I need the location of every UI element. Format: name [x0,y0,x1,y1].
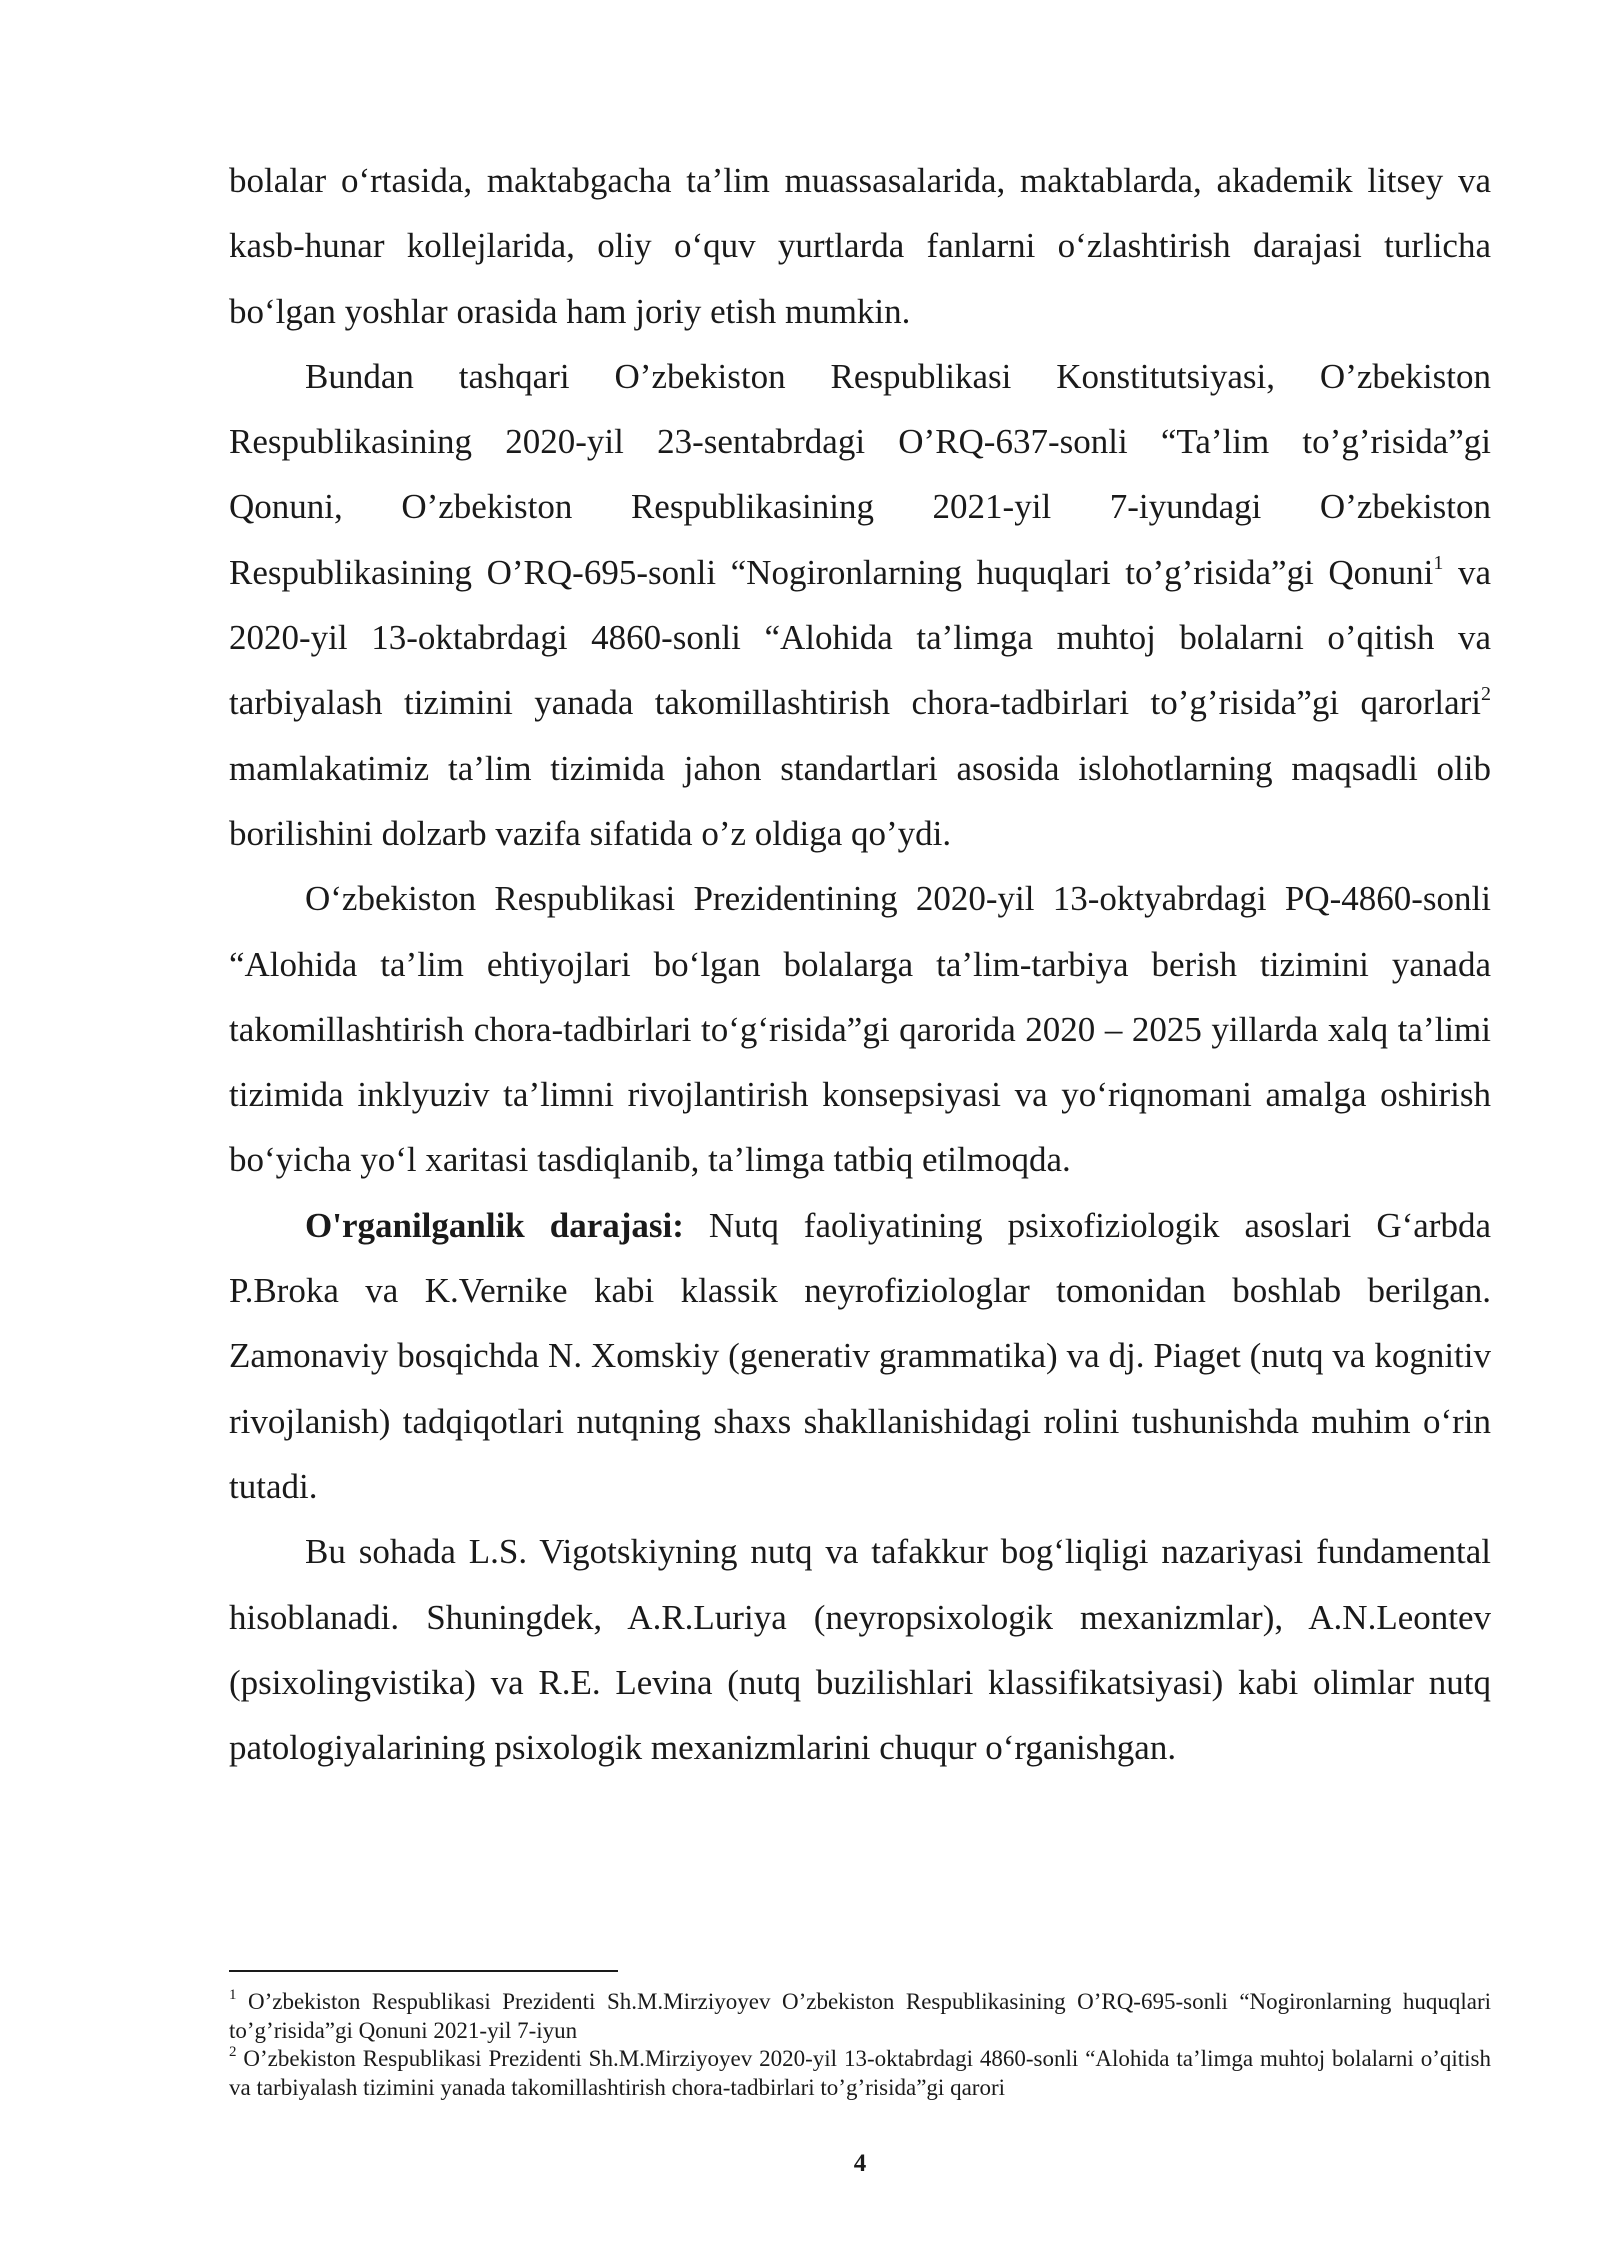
footnote-text: O’zbekiston Respublikasi Prezidenti Sh.M.Mirziyoyev 2020-yil 13-oktabrdagi 4860-sonli “Alohida ta’limga muhtoj bolalarni o’qitish va tarbiyalash tizimini yanada takomillashtirish chora-tadbirlari to’g’risida”gi qarori [229,2046,1491,2100]
paragraph-text: Bundan tashqari O’zbekiston Respublikasi Konstitutsiyasi, O’zbekiston Respublikasining 2020-yil 23-sentabrdagi O’RQ-637-sonli “Ta’lim to’g’risida”gi Qonuni, O’zbekiston Respublikasining 2021-yil 7-iyundagi O’zbekiston Respublikasining O’RQ-695-sonli “Nogironlarning huquqlari to’g’risida”gi Qonuni [229,356,1491,592]
paragraph-text: Bu sohada L.S. Vigotskiyning nutq va tafakkur bog‘liqligi nazariyasi fundamental hisoblanadi. Shuningdek, A.R.Luriya (neyropsixologik mexanizmlar), A.N.Leontev (psixolingvistika) va R.E. Levina (nutq buzilishlari klassifikatsiyasi) kabi olimlar nutq patologiyalarining psixologik mexanizmlarini chuqur o‘rganishgan. [229,1532,1491,1768]
paragraph-continuation [229,148,1491,344]
body-text [229,148,1491,1780]
footnote-ref-2[interactable]: 2 [1481,682,1491,705]
footnote-ref-1[interactable]: 1 [1433,552,1444,575]
paragraph-presidential-decree [229,866,1491,1192]
paragraph-research-level [229,1193,1491,1519]
footnote-text: O’zbekiston Respublikasi Prezidenti Sh.M.Mirziyoyev O’zbekiston Respublikasining O’RQ-695-sonli “Nogironlarning huquqlari to’g’risida”gi Qonuni 2021-yil 7-iyun [229,1989,1491,2043]
page-number: 4 [853,2150,867,2177]
paragraph-text: Nutq faoliyatining psixofiziologik asoslari G‘arbda P.Broka va K.Vernike kabi klassik neyrofiziologlar tomonidan boshlab berilgan. Zamonaviy bosqichda N. Xomskiy (generativ grammatika) va dj. Piaget (nutq va kognitiv rivojlanish) tadqiqotlari nutqning shaxs shakllanishidagi rolini tushunishda muhim o‘rin tutadi. [229,1205,1491,1506]
footnote-separator [229,1970,618,1972]
footnote-marker: 2 [229,2044,237,2061]
footnote-2 [229,2045,1491,2102]
footnote-1 [229,1988,1491,2045]
footnotes [229,1988,1491,2102]
paragraph-text: va 2020-yil 13-oktabrdagi 4860-sonli “Alohida ta’limga muhtoj bolalarni o’qitish va tarbiyalash tizimini yanada takomillashtirish chora-tadbirlari to’g’risida”gi qarorlari [229,552,1491,723]
paragraph-text: bolalar o‘rtasida, maktabgacha ta’lim muassasalarida, maktablarda, akademik litsey va kasb-hunar kollejlarida, oliy o‘quv yurtlarda fanlarni o‘zlashtirish darajasi turlicha bo‘lgan yoshlar orasida ham joriy etish mumkin. [229,161,1491,331]
footnote-marker: 1 [229,1987,237,2004]
paragraph-text: O‘zbekiston Respublikasi Prezidentining 2020-yil 13-oktyabrdagi PQ-4860-sonli “Alohida ta’lim ehtiyojlari bo‘lgan bolalarga ta’lim-tarbiya berish tizimini yanada takomillashtirish chora-tadbirlari to‘g‘risida”gi qarorida 2020 – 2025 yillarda xalq ta’limi tizimida inklyuziv ta’limni rivojlantirish konsepsiyasi va yo‘riqnomani amalga oshirish bo‘yicha yo‘l xaritasi tasdiqlanib, ta’limga tatbiq etilmoqda. [229,879,1491,1180]
paragraph-legal-framework [229,344,1491,866]
paragraph-vygotsky [229,1519,1491,1780]
paragraph-text: mamlakatimiz ta’lim tizimida jahon standartlari asosida islohotlarning maqsadli olib borilishini dolzarb vazifa sifatida o’z oldiga qo’ydi. [229,748,1491,853]
section-heading-inline: O'rganilganlik darajasi: [305,1205,684,1245]
